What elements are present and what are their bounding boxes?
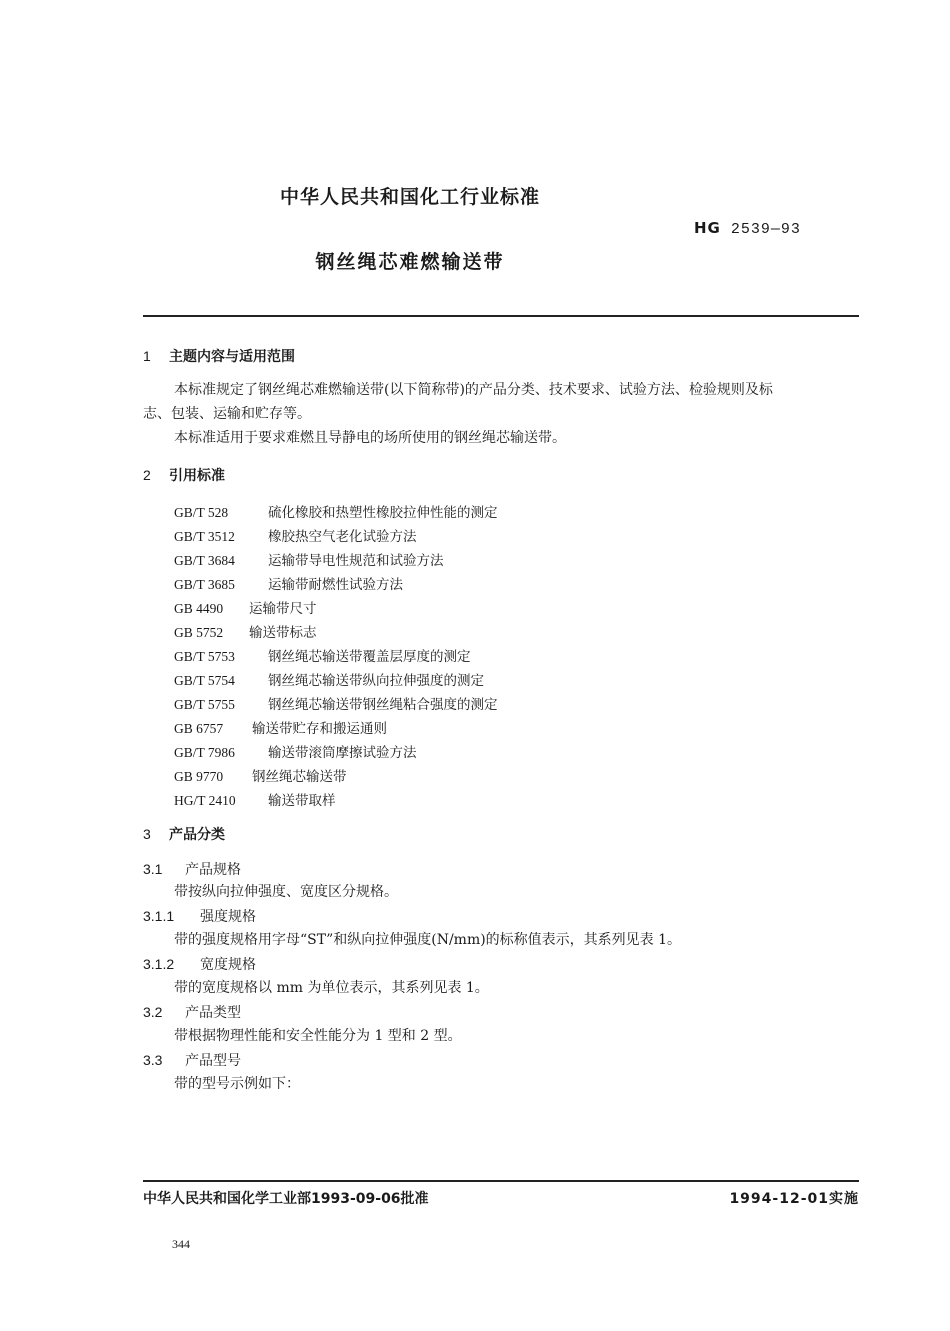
subsection-3-3-text: 带的型号示例如下：: [174, 1076, 300, 1092]
subsection-3-1-2-heading: [143, 954, 256, 974]
reference-code: GB/T 3684: [174, 553, 235, 568]
document-title: 钢丝绳芯难燃输送带: [315, 251, 505, 273]
header-divider: [143, 315, 859, 317]
standard-code-prefix: HG: [694, 219, 721, 237]
reference-code: GB/T 7986: [174, 745, 235, 760]
reference-code: GB/T 3512: [174, 529, 235, 544]
reference-name: 钢丝绳芯输送带钢丝绳粘合强度的测定: [268, 697, 498, 713]
reference-item: [174, 621, 317, 641]
page-number: 344: [172, 1237, 190, 1251]
subsection-title: 宽度规格: [200, 957, 256, 973]
reference-code: HG/T 2410: [174, 793, 236, 808]
reference-item: [174, 717, 387, 737]
subsection-3-1-2-text: 带的宽度规格以 mm 为单位表示，其系列见表 1。: [174, 980, 489, 996]
reference-item: [174, 645, 471, 665]
subsection-title: 产品规格: [185, 862, 241, 878]
subsection-title: 产品类型: [185, 1005, 241, 1021]
reference-name: 橡胶热空气老化试验方法: [268, 529, 417, 545]
reference-name: 钢丝绳芯输送带纵向拉伸强度的测定: [268, 673, 484, 689]
section-1-para1-line1: 本标准规定了钢丝绳芯难燃输送带(以下简称带)的产品分类、技术要求、试验方法、检验规则及标: [174, 382, 773, 398]
subsection-3-2-text: 带根据物理性能和安全性能分为 1 型和 2 型。: [174, 1028, 462, 1044]
subsection-3-2-heading: [143, 1002, 241, 1022]
reference-item: [174, 501, 498, 521]
section-number: 2: [143, 467, 151, 483]
reference-code: GB 4490: [174, 601, 224, 616]
reference-name: 钢丝绳芯输送带: [252, 769, 347, 785]
reference-name: 运输带导电性规范和试验方法: [268, 553, 444, 569]
section-2-heading: [143, 465, 225, 485]
reference-code: GB 5752: [174, 625, 224, 640]
reference-name: 输送带取样: [268, 793, 336, 809]
reference-item: [174, 597, 317, 617]
approval-line: 中华人民共和国化学工业部1993-09-06批准: [143, 1191, 429, 1207]
subsection-number: 3.1.1: [143, 908, 175, 924]
section-title: 产品分类: [169, 827, 225, 843]
reference-code: GB/T 3685: [174, 577, 235, 592]
section-1-heading: [143, 346, 295, 366]
footer-divider: [143, 1180, 859, 1182]
reference-item: [174, 765, 347, 785]
reference-name: 输送带贮存和搬运通则: [252, 721, 387, 737]
section-3-heading: [143, 824, 225, 844]
subsection-3-1-1-heading: [143, 906, 256, 926]
reference-name: 钢丝绳芯输送带覆盖层厚度的测定: [268, 649, 471, 665]
subsection-3-3-heading: [143, 1050, 241, 1070]
section-1-para2: 本标准适用于要求难燃且导静电的场所使用的钢丝绳芯输送带。: [174, 430, 566, 446]
reference-code: GB/T 528: [174, 505, 229, 520]
reference-name: 运输带尺寸: [249, 601, 317, 617]
subsection-3-1-text: 带按纵向拉伸强度、宽度区分规格。: [174, 884, 398, 900]
section-title: 主题内容与适用范围: [169, 349, 295, 365]
standard-code-number: 2539—93: [730, 221, 801, 238]
section-number: 3: [143, 826, 151, 842]
reference-code: GB 9770: [174, 769, 224, 784]
subsection-3-1-heading: [143, 859, 241, 879]
reference-name: 硫化橡胶和热塑性橡胶拉伸性能的测定: [268, 505, 498, 521]
reference-code: GB/T 5754: [174, 673, 235, 688]
reference-code: GB/T 5753: [174, 649, 235, 664]
reference-item: [174, 693, 498, 713]
reference-item: [174, 549, 444, 569]
reference-name: 输送带滚筒摩擦试验方法: [268, 745, 417, 761]
implementation-date: 1994-12-01实施: [729, 1191, 859, 1207]
reference-name: 输送带标志: [249, 625, 317, 641]
reference-name: 运输带耐燃性试验方法: [268, 577, 403, 593]
section-1-para1-line2: 志、包装、运输和贮存等。: [143, 406, 311, 422]
reference-item: [174, 741, 417, 761]
subsection-3-1-1-text: 带的强度规格用字母“ST”和纵向拉伸强度(N/mm)的标称值表示，其系列见表 1。: [174, 932, 682, 948]
reference-item: [174, 573, 403, 593]
standard-title: 中华人民共和国化工行业标准: [279, 186, 540, 208]
subsection-number: 3.1.2: [143, 956, 175, 972]
reference-item: [174, 669, 484, 689]
subsection-title: 强度规格: [200, 909, 256, 925]
section-title: 引用标准: [169, 468, 225, 484]
subsection-number: 3.3: [143, 1052, 163, 1068]
subsection-number: 3.2: [143, 1004, 163, 1020]
subsection-title: 产品型号: [185, 1053, 241, 1069]
standard-code: [694, 219, 801, 238]
reference-code: GB/T 5755: [174, 697, 235, 712]
reference-item: [174, 525, 417, 545]
section-number: 1: [143, 348, 151, 364]
reference-code: GB 6757: [174, 721, 224, 736]
reference-item: [174, 789, 336, 809]
subsection-number: 3.1: [143, 861, 163, 877]
